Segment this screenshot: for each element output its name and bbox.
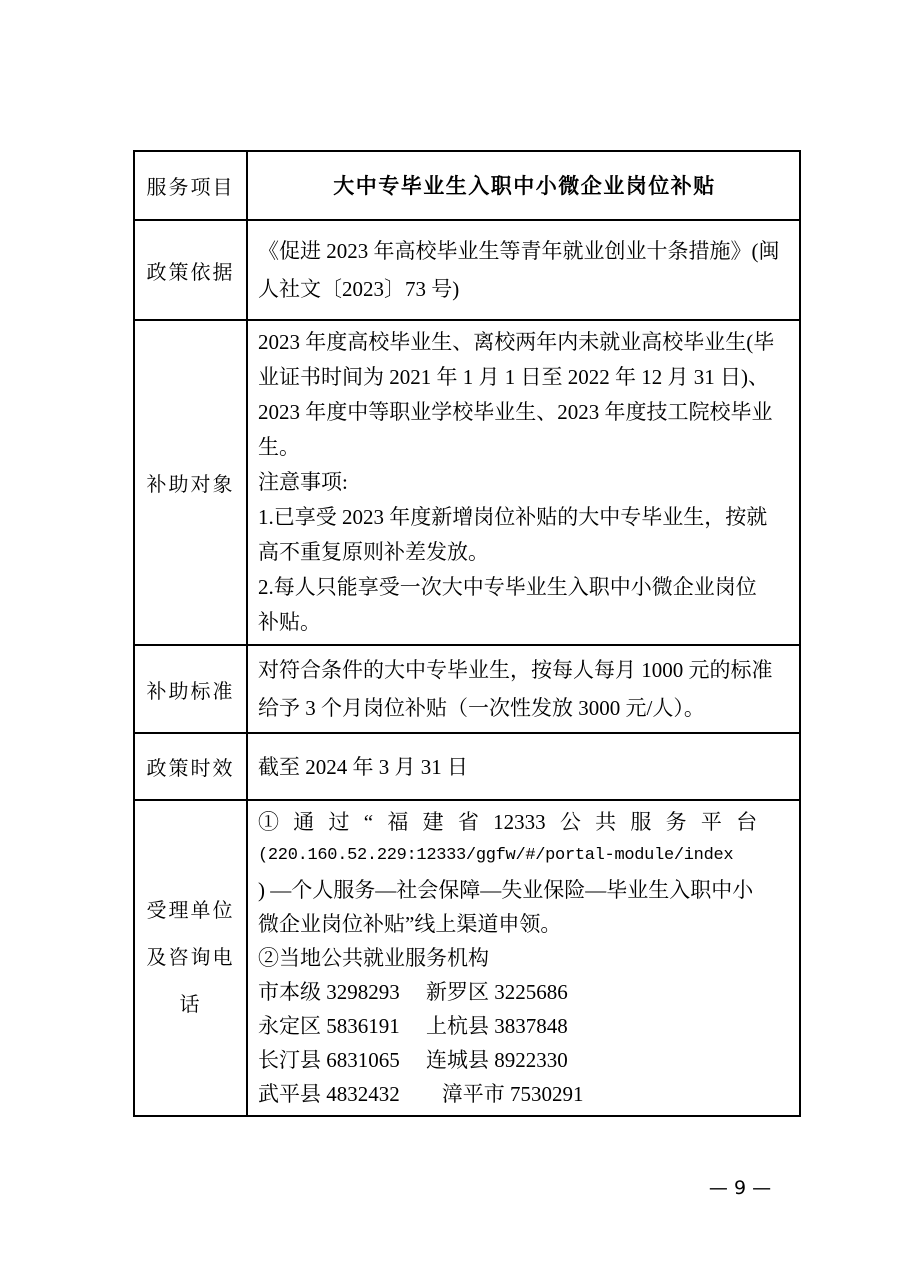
row-label-policy-validity	[134, 733, 247, 800]
table-row-subsidy-target	[134, 320, 800, 645]
row-content-subsidy-target	[247, 320, 800, 645]
service-title: 大中专毕业生入职中小微企业岗位补贴	[333, 173, 716, 198]
row-content-accepting-unit	[247, 800, 800, 1116]
text-line: 对符合条件的大中专毕业生，按每人每月 1000 元的标准	[258, 658, 773, 682]
phone-line: 武平县 4832432 漳平市 7530291	[258, 1082, 584, 1106]
table-row-subsidy-standard	[134, 645, 800, 733]
text-line: 微企业岗位补贴”线上渠道申领。	[258, 912, 562, 936]
text-line: ②当地公共就业服务机构	[258, 946, 489, 970]
table-row-accepting-unit	[134, 800, 800, 1116]
text-line: ① 通 过 “ 福 建 省 12333 公 共 服 务 平 台	[258, 810, 758, 834]
row-label-text: 补助标准	[146, 680, 235, 703]
text-line: 截至 2024 年 3 月 31 日	[258, 754, 468, 779]
text-line: 给予 3 个月岗位补贴（一次性发放 3000 元/人）。	[258, 696, 705, 720]
table-row-policy-basis	[134, 220, 800, 320]
text-line: 2023 年度中等职业学校毕业生、2023 年度技工院校毕业	[258, 400, 773, 424]
portal-url-text: (220.160.52.229:12333/ggfw/#/portal-module/index	[258, 846, 734, 865]
row-label-text: 补助对象	[146, 474, 235, 496]
row-label-policy-basis	[134, 220, 247, 320]
row-content-policy-basis	[247, 220, 800, 320]
phone-line: 市本级 3298293 新罗区 3225686	[258, 980, 568, 1004]
row-label-service-item	[134, 151, 247, 220]
row-label-text: 话	[179, 993, 202, 1016]
row-label-text: 及咨询电	[146, 946, 235, 969]
text-line: ) —个人服务—社会保障—失业保险—毕业生入职中小	[258, 878, 754, 902]
table-row-service-item	[134, 151, 800, 220]
row-label-accepting-unit	[134, 800, 247, 1116]
row-content-service-item	[247, 151, 800, 220]
page-number: — 9 —	[708, 1177, 772, 1199]
row-label-subsidy-target	[134, 320, 247, 645]
text-line: 2.每人只能享受一次大中专毕业生入职中小微企业岗位	[258, 575, 757, 599]
row-label-text: 政策时效	[146, 758, 235, 780]
text-line: 1.已享受 2023 年度新增岗位补贴的大中专毕业生，按就	[258, 505, 768, 529]
text-line: 注意事项:	[258, 470, 348, 494]
table-row-policy-validity	[134, 733, 800, 800]
text-line: 高不重复原则补差发放。	[258, 540, 489, 564]
row-label-text: 服务项目	[146, 177, 235, 199]
row-content-subsidy-standard	[247, 645, 800, 733]
policy-service-table	[133, 150, 801, 1117]
text-line: 业证书时间为 2021 年 1 月 1 日至 2022 年 12 月 31 日)、	[258, 365, 769, 389]
row-label-text: 受理单位	[146, 899, 235, 922]
row-label-subsidy-standard	[134, 645, 247, 733]
phone-line: 长汀县 6831065 连城县 8922330	[258, 1048, 568, 1072]
row-content-policy-validity	[247, 733, 800, 800]
text-line: 2023 年度高校毕业生、离校两年内未就业高校毕业生(毕	[258, 330, 775, 354]
row-label-text: 政策依据	[146, 261, 235, 284]
text-line: 补贴。	[258, 610, 321, 634]
phone-line: 永定区 5836191 上杭县 3837848	[258, 1014, 568, 1038]
text-line: 生。	[258, 435, 300, 459]
text-line: 《促进 2023 年高校毕业生等青年就业创业十条措施》(闽	[258, 239, 780, 263]
text-line: 人社文〔2023〕73 号)	[258, 277, 460, 301]
